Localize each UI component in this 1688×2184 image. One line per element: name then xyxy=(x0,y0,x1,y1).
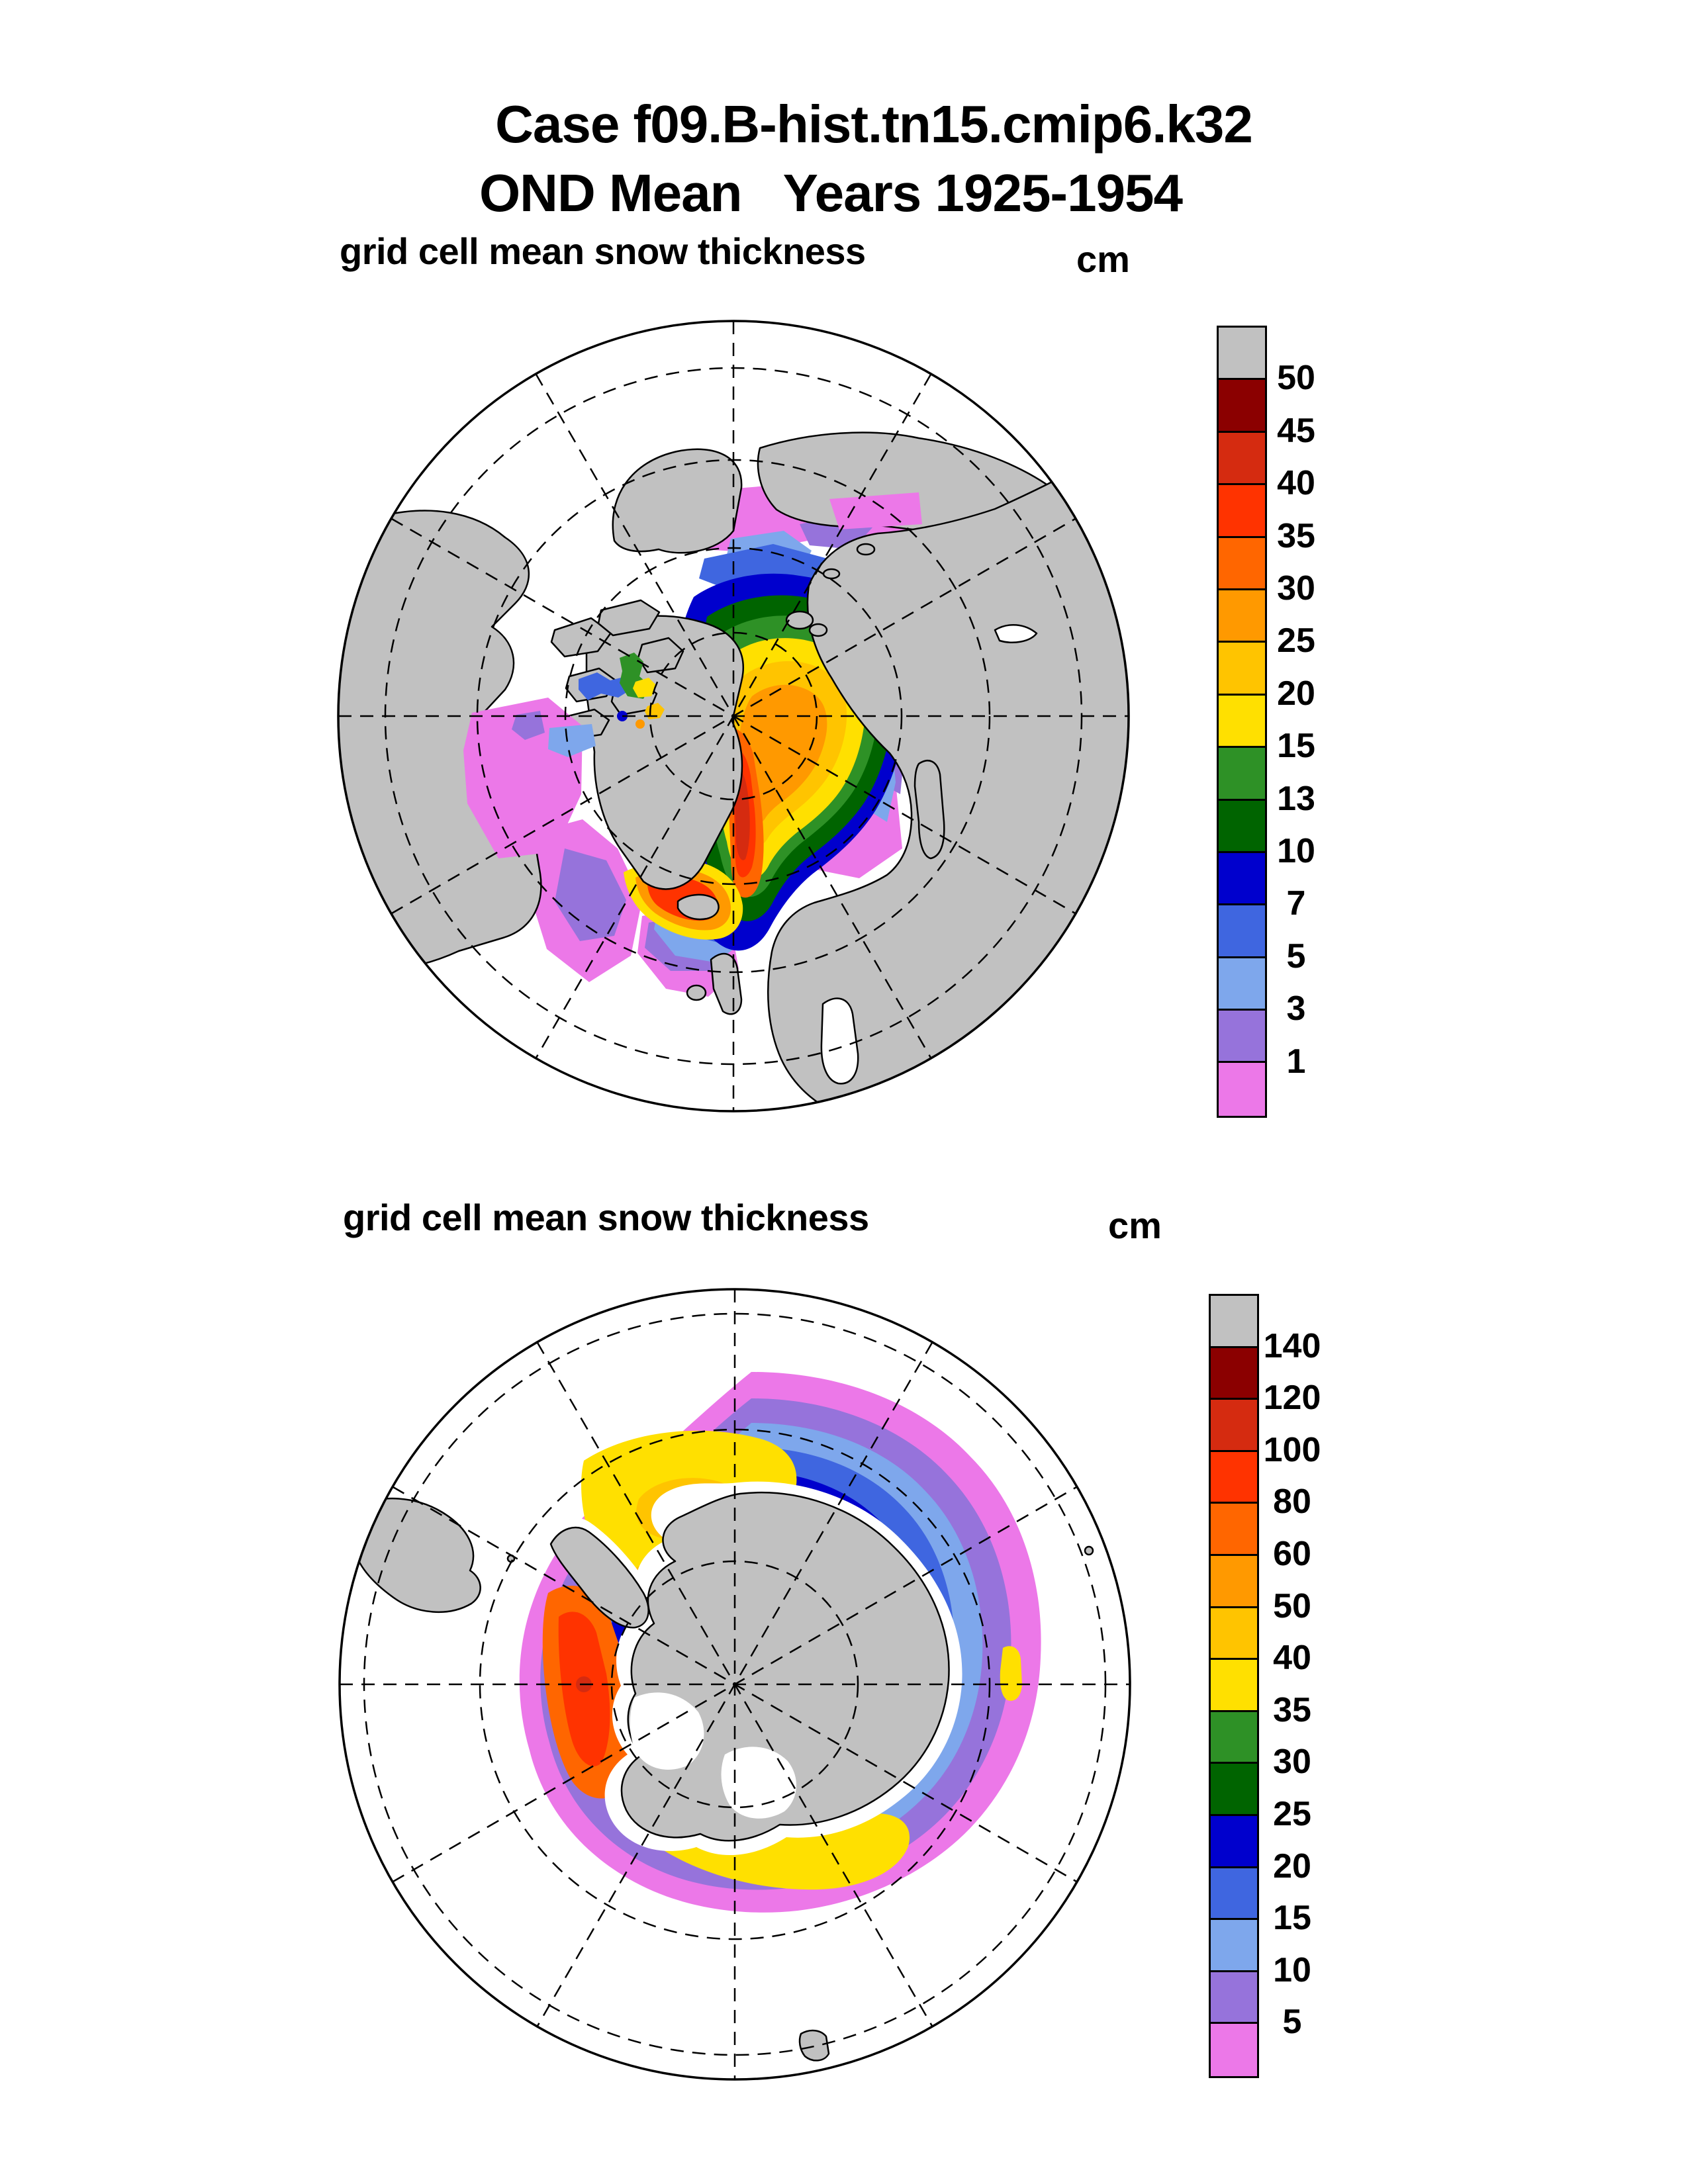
franz-josef-land xyxy=(823,569,839,578)
cb2-label: 100 xyxy=(1263,1431,1321,1469)
cb1-label: 15 xyxy=(1277,727,1315,765)
east-islet xyxy=(1085,1547,1093,1555)
panel2-subtitle: grid cell mean snow thickness xyxy=(343,1197,869,1238)
svalbard xyxy=(786,612,813,629)
cb2-label: 35 xyxy=(1273,1691,1311,1729)
cb2-label: 20 xyxy=(1273,1847,1311,1886)
cb2-label: 10 xyxy=(1273,1951,1311,1989)
cb2-label: 80 xyxy=(1273,1482,1311,1521)
cb2-label: 60 xyxy=(1273,1535,1311,1573)
season-years-title: OND Mean Years 1925-1954 xyxy=(479,163,1183,222)
cb1-label: 50 xyxy=(1277,359,1315,397)
cb1-label: 40 xyxy=(1277,464,1315,502)
ireland xyxy=(687,985,706,1000)
cb1-label: 10 xyxy=(1277,832,1315,870)
cb1-label: 30 xyxy=(1277,569,1315,608)
cb1-label: 20 xyxy=(1277,674,1315,713)
cb1-label: 25 xyxy=(1277,621,1315,660)
cb2-label: 140 xyxy=(1263,1327,1321,1365)
cb1-label: 5 xyxy=(1286,937,1306,976)
svalbard-east-island xyxy=(810,624,827,636)
cb1-label: 7 xyxy=(1286,884,1306,923)
baltic-sea xyxy=(821,999,858,1084)
cb1-label: 3 xyxy=(1286,989,1306,1028)
cb2-label: 30 xyxy=(1273,1743,1311,1781)
arctic-map xyxy=(336,319,1131,1113)
iceland xyxy=(678,895,719,919)
ice-amber-archipelago-dot xyxy=(635,719,645,729)
antarctic-map xyxy=(338,1287,1132,2081)
cb1-label: 45 xyxy=(1277,412,1315,450)
panel1-units-label: cm xyxy=(1076,238,1130,280)
severnaya-zemlya xyxy=(857,544,874,555)
cb2-label: 50 xyxy=(1273,1587,1311,1625)
ice-yellow-east-coast-sliver xyxy=(1000,1646,1022,1701)
cb2-label: 40 xyxy=(1273,1639,1311,1677)
cb2-label: 120 xyxy=(1263,1379,1321,1417)
cb1-label: 35 xyxy=(1277,517,1315,555)
cb2-label: 5 xyxy=(1282,2003,1302,2041)
case-title: Case f09.B-hist.tn15.cmip6.k32 xyxy=(495,95,1252,154)
cb2-label: 15 xyxy=(1273,1899,1311,1937)
cb1-label: 1 xyxy=(1286,1042,1306,1081)
panel2-units-label: cm xyxy=(1108,1205,1162,1246)
cb1-label: 13 xyxy=(1277,780,1315,818)
cb2-label: 25 xyxy=(1273,1795,1311,1833)
south-island xyxy=(800,2030,829,2060)
panel1-subtitle: grid cell mean snow thickness xyxy=(340,230,866,272)
